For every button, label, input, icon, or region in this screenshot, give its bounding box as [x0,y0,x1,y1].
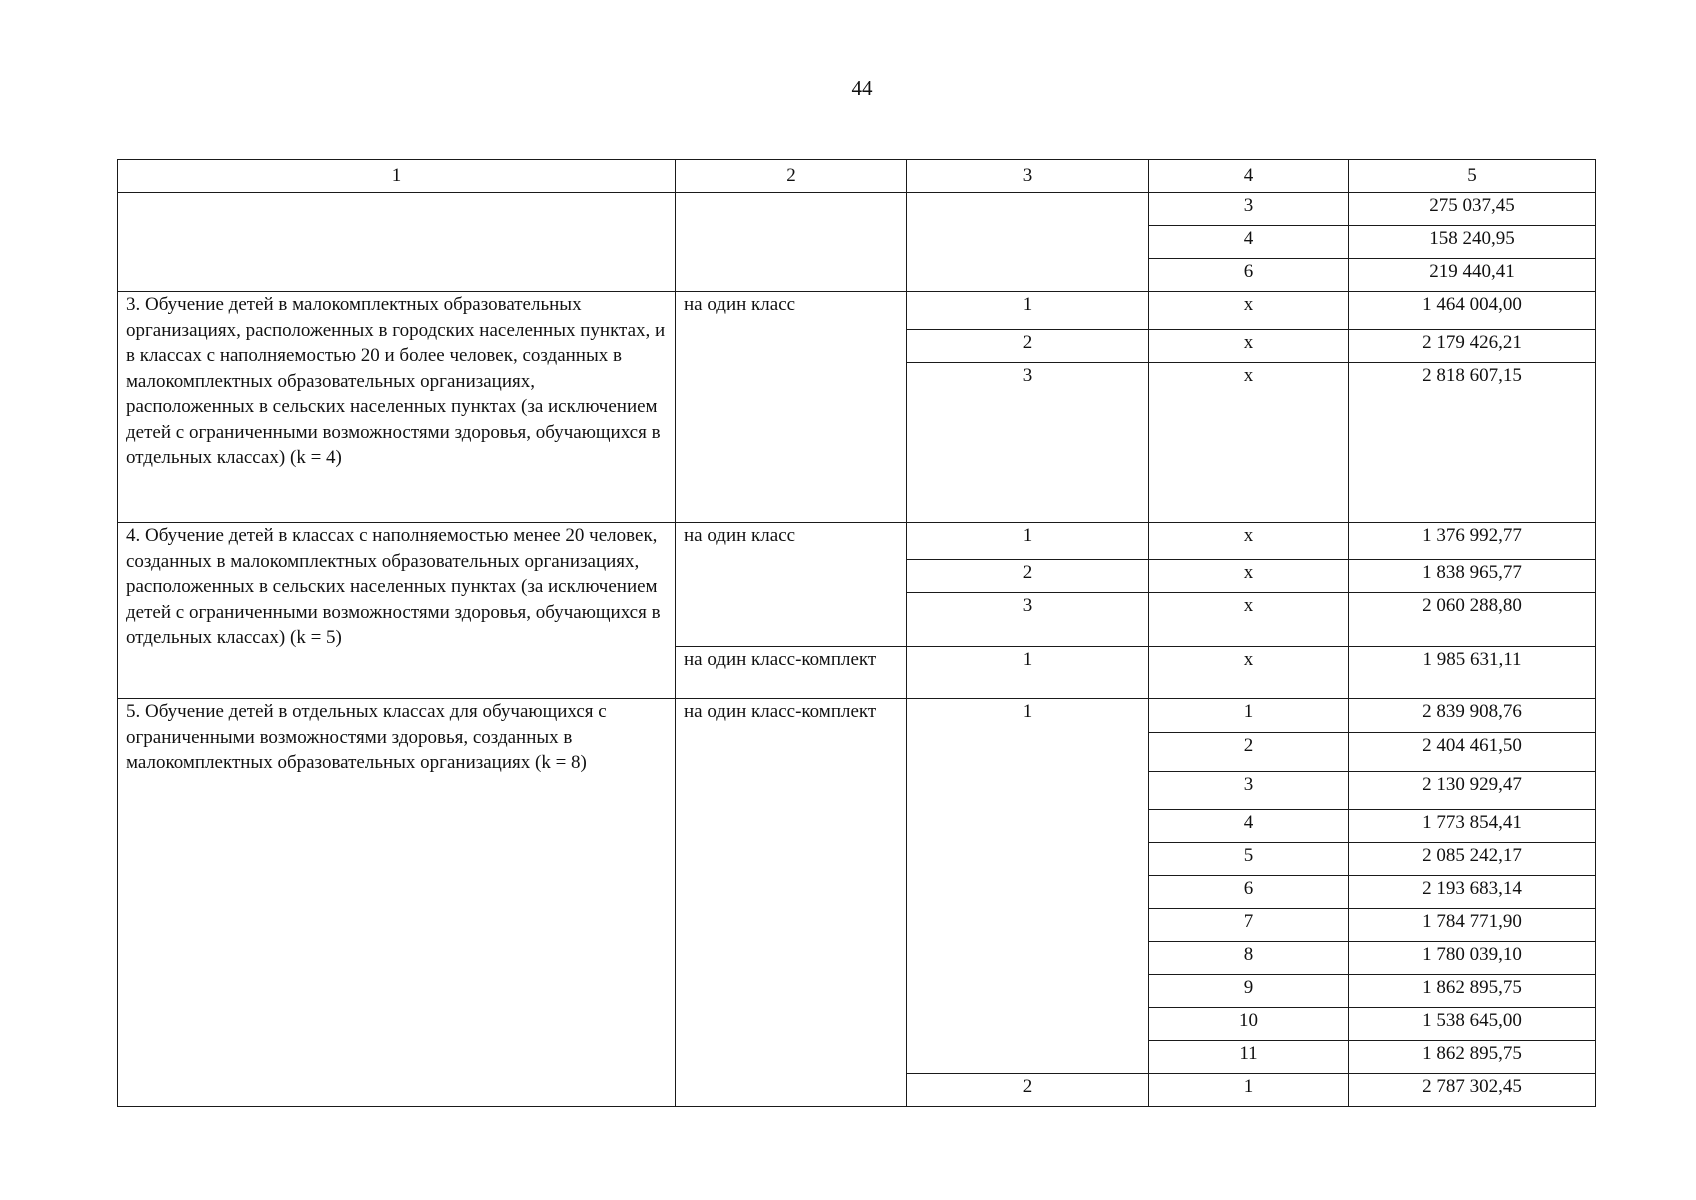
cell-value: 1 780 039,10 [1349,942,1596,975]
cell-value: 219 440,41 [1349,259,1596,292]
header-col-2: 2 [676,160,907,193]
cell-c4: 2 [1149,733,1349,772]
cell-value: 1 376 992,77 [1349,523,1596,560]
cell-c4: 6 [1149,259,1349,292]
cell-value: 2 839 908,76 [1349,699,1596,733]
cell-value: 2 787 302,45 [1349,1074,1596,1107]
cell-c3: 2 [907,560,1149,593]
section-3-unit: на один класс [676,292,907,523]
cell-value: 2 193 683,14 [1349,876,1596,909]
cell-c3: 1 [907,647,1149,699]
cell-value: 2 818 607,15 [1349,363,1596,523]
cell-c4: x [1149,523,1349,560]
table-row [118,699,1596,733]
cell-c4: 11 [1149,1041,1349,1074]
cell-c3: 1 [907,292,1149,330]
section-5-group-2-c3: 2 [907,1074,1149,1107]
header-col-3: 3 [907,160,1149,193]
header-col-5: 5 [1349,160,1596,193]
cell-value: 1 862 895,75 [1349,975,1596,1008]
cell-value: 1 838 965,77 [1349,560,1596,593]
cell-value: 1 784 771,90 [1349,909,1596,942]
section-4-unit-b: на один класс-комплект [676,647,907,699]
cell-value: 158 240,95 [1349,226,1596,259]
cell-c3: 3 [907,593,1149,647]
cell-value: 1 985 631,11 [1349,647,1596,699]
cell-c4: 6 [1149,876,1349,909]
cell-c4: 10 [1149,1008,1349,1041]
cell-value: 2 085 242,17 [1349,843,1596,876]
normative-cost-table [117,159,1596,1107]
section-5-unit: на один класс-комплект [676,699,907,1107]
header-col-4: 4 [1149,160,1349,193]
cell-c4: 1 [1149,699,1349,733]
cell-c4: x [1149,292,1349,330]
cell-c4: 5 [1149,843,1349,876]
cell-c3: 1 [907,523,1149,560]
cell-c4: 4 [1149,810,1349,843]
table-row [118,292,1596,330]
section-5-description: 5. Обучение детей в отдельных классах для обучающихся с ограниченными возможностями здоровья, созданных в малокомплектных образовательных организациях (k = 8) [118,699,676,1107]
table-row [118,523,1596,560]
cell-c4: 3 [1149,772,1349,810]
cell-c4: x [1149,560,1349,593]
section-3-description: 3. Обучение детей в малокомплектных образовательных организациях, расположенных в городских населенных пунктах, и в классах с наполняемостью 20 и более человек, созданных в малокомплектных образовательных организациях, расположенных в сельских населенных пунктах (за исключением детей с ограниченными возможностями здоровья, обучающихся в отдельных классах) (k = 4) [118,292,676,523]
table-row [118,193,1596,226]
cell-c4: 4 [1149,226,1349,259]
cell-value: 1 862 895,75 [1349,1041,1596,1074]
cell-c4: x [1149,363,1349,523]
cell-value: 2 060 288,80 [1349,593,1596,647]
cell-c4: x [1149,593,1349,647]
cell-value: 275 037,45 [1349,193,1596,226]
cell-c4: 7 [1149,909,1349,942]
cell-value: 1 464 004,00 [1349,292,1596,330]
cell-value: 2 130 929,47 [1349,772,1596,810]
section-5-group-1-c3: 1 [907,699,1149,1074]
table-header-row [118,160,1596,193]
continuation-c3-cell [907,193,1149,292]
header-col-1: 1 [118,160,676,193]
section-4-description: 4. Обучение детей в классах с наполняемостью менее 20 человек, созданных в малокомплектных образовательных организациях, расположенных в сельских населенных пунктах (за исключением детей с ограниченными возможностями здоровья, обучающихся в отдельных классах) (k = 5) [118,523,676,699]
cell-c4: 1 [1149,1074,1349,1107]
cell-c3: 2 [907,330,1149,363]
cell-value: 1 773 854,41 [1349,810,1596,843]
continuation-unit-cell [676,193,907,292]
continuation-desc-cell [118,193,676,292]
cell-c3: 3 [907,363,1149,523]
cell-c4: 8 [1149,942,1349,975]
cell-c4: 9 [1149,975,1349,1008]
page-number: 44 [851,76,873,100]
cell-c4: x [1149,330,1349,363]
cell-value: 2 179 426,21 [1349,330,1596,363]
cell-value: 2 404 461,50 [1349,733,1596,772]
section-4-unit-a: на один класс [676,523,907,647]
cell-c4: 3 [1149,193,1349,226]
cell-c4: x [1149,647,1349,699]
cell-value: 1 538 645,00 [1349,1008,1596,1041]
